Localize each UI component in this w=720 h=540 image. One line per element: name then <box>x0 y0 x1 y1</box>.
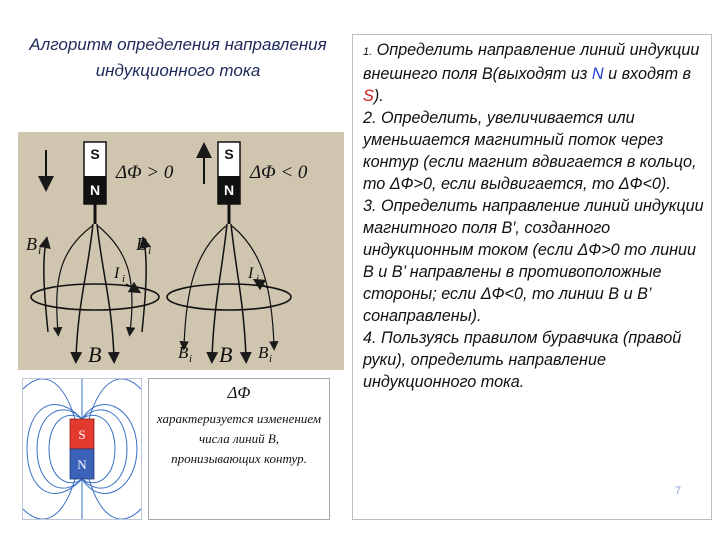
experiment-illustration <box>18 132 344 370</box>
right-ii-label: I <box>248 265 254 282</box>
right-ii-sub: i <box>256 273 260 285</box>
slide-title: Алгоритм определения направления индукционного тока <box>29 35 327 80</box>
left-b-label: B <box>88 342 102 367</box>
magnet-experiment-photo <box>18 132 344 370</box>
step-4: 4. Пользуясь правилом буравчика (правой руки), определить направление индукционного тока. <box>363 329 682 391</box>
left-bi-sub: i <box>38 243 42 257</box>
flux-caption <box>148 378 330 520</box>
right-bi-sub: i <box>189 353 193 365</box>
right-condition: ΔΦ < 0 <box>250 162 308 183</box>
magnet-field-lines-image <box>22 378 142 520</box>
field-s-label: S <box>78 427 86 442</box>
left-bi-label-2: B <box>136 234 147 254</box>
left-ii-sub: i <box>122 273 126 285</box>
field-n-label: N <box>77 457 87 472</box>
left-condition: ΔΦ > 0 <box>116 162 174 183</box>
right-bi-sub-2: i <box>269 353 273 365</box>
page-number: 7 <box>674 485 681 497</box>
step-1: 1. Определить направление линий индукции внешнего поля B(выходят из N и входят в S). <box>363 41 700 105</box>
caption-text: характеризуется изменением числа линий B, пронизывающих контур. <box>156 411 322 466</box>
caption-phi: ΔΦ <box>227 383 251 402</box>
left-bi-label: B <box>26 234 37 254</box>
right-magnet-n: N <box>223 182 235 198</box>
step-3: 3. Определить направление линий индукции магнитного поля B′, созданного индукционным током (если ΔФ>0 то линии B и B’ направлены в противоположные стороны; если ΔФ<0, то линии B и B’ сонаправлены). <box>363 197 704 325</box>
right-b-label: B <box>219 342 233 367</box>
left-magnet-n: N <box>89 182 101 198</box>
algorithm-steps-box <box>352 34 712 520</box>
step-2: 2. Определить, увеличивается или уменьшается магнитный поток через контур (если магнит вдвигается в кольцо, то ΔФ>0, если выдвигается, то ΔФ<0). <box>363 109 697 193</box>
left-ii-label: I <box>114 265 120 282</box>
left-magnet-s: S <box>90 146 100 162</box>
right-bi-label: B <box>178 343 189 362</box>
right-bi-label-2: B <box>258 343 269 362</box>
left-bi-sub-2: i <box>148 243 152 257</box>
right-magnet-s: S <box>224 146 234 162</box>
